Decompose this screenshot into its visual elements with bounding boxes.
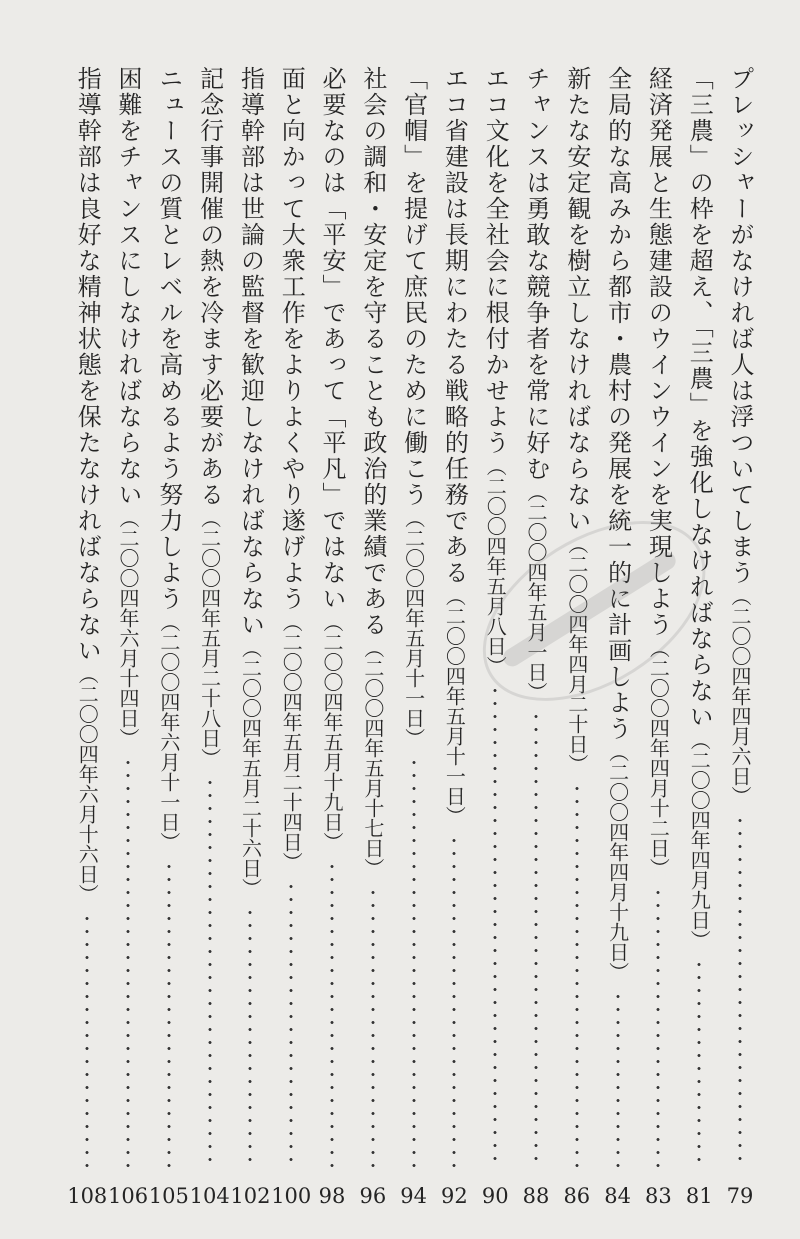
- dot-leader: [656, 886, 660, 1170]
- dot-leader: [452, 834, 456, 1170]
- entry-title: 必要なのは「平安」であって「平凡」ではない: [318, 66, 347, 612]
- entry-title: 指導幹部は良好な精神状態を保たなければならない: [73, 66, 102, 664]
- entry-title: 「官帽」を提げて庶民のために働こう: [399, 66, 428, 508]
- entry-page-number: 92: [441, 1184, 468, 1208]
- entry-page-number: 102: [230, 1184, 271, 1208]
- entry-title: 全局的な高みから都市・農村の発展を統一的に計画しよう: [603, 66, 632, 742]
- dot-leader: [575, 782, 579, 1170]
- dot-leader: [248, 906, 252, 1170]
- toc-entry[interactable]: [271, 66, 312, 1216]
- entry-title: 新たな安定観を樹立しなければならない: [562, 66, 591, 534]
- dot-leader: [534, 710, 538, 1170]
- entry-page-number: 104: [189, 1184, 230, 1208]
- dot-leader: [493, 684, 497, 1170]
- entry-title: エコ文化を全社会に根付かせよう: [481, 66, 510, 456]
- toc-entry[interactable]: [642, 66, 674, 1216]
- entry-date: （二〇〇四年五月十一日）: [442, 586, 467, 826]
- toc-entry[interactable]: [602, 66, 634, 1216]
- toc-entry[interactable]: [67, 66, 108, 1216]
- entry-title: 指導幹部は世論の監督を歓迎しなければならない: [236, 66, 265, 638]
- entry-date: （二〇〇四年五月二十六日）: [238, 638, 263, 898]
- toc-entry[interactable]: [683, 66, 715, 1216]
- entry-page-number: 90: [481, 1184, 509, 1208]
- entry-date: （二〇〇四年五月十九日）: [320, 612, 345, 852]
- dot-leader: [738, 814, 742, 1170]
- entry-page-number: 83: [645, 1184, 672, 1208]
- entry-date: （二〇〇四年四月六日）: [728, 586, 752, 806]
- entry-page-number: 84: [604, 1184, 631, 1208]
- entry-title: 経済発展と生態建設のウインウインを実現しよう: [644, 66, 673, 638]
- entry-title: 社会の調和・安定を守ることも政治的業績である: [358, 66, 387, 638]
- entry-date: （二〇〇四年四月二十日）: [564, 534, 589, 774]
- toc-entry[interactable]: [479, 66, 511, 1216]
- entry-page-number: 106: [108, 1184, 149, 1208]
- table-of-contents: [67, 66, 756, 1216]
- entry-page-number: 105: [148, 1184, 189, 1208]
- entry-page-number: 81: [685, 1184, 713, 1208]
- entry-page-number: 88: [522, 1184, 550, 1208]
- dot-leader: [289, 880, 293, 1170]
- entry-date: （二〇〇四年五月二十四日）: [279, 612, 304, 872]
- dot-leader: [412, 756, 416, 1170]
- entry-page-number: 94: [400, 1184, 427, 1208]
- dot-leader: [371, 886, 375, 1170]
- dot-leader: [85, 912, 89, 1170]
- toc-entry[interactable]: [724, 66, 756, 1216]
- entry-date: （二〇〇四年六月十一日）: [156, 612, 181, 852]
- toc-entry[interactable]: [398, 66, 430, 1216]
- toc-entry[interactable]: [316, 66, 348, 1216]
- dot-leader: [697, 958, 701, 1170]
- toc-entry[interactable]: [230, 66, 271, 1216]
- entry-date: （二〇〇四年四月十二日）: [646, 638, 671, 878]
- toc-entry[interactable]: [357, 66, 389, 1216]
- dot-leader: [167, 860, 171, 1170]
- entry-date: （二〇〇四年五月一日）: [524, 482, 549, 702]
- entry-date: （二〇〇四年六月十四日）: [116, 508, 141, 748]
- entry-date: （二〇〇四年五月二十八日）: [197, 508, 222, 768]
- entry-date: （二〇〇四年五月八日）: [483, 456, 508, 676]
- entry-title: 「三農」の枠を超え、「三農」を強化しなければならない: [685, 66, 714, 730]
- entry-title: エコ省建設は長期にわたる戦略的任務である: [440, 66, 469, 586]
- entry-title: チャンスは勇敢な競争者を常に好む: [522, 66, 551, 482]
- dot-leader: [208, 776, 212, 1170]
- toc-entry[interactable]: [561, 66, 593, 1216]
- entry-page-number: 86: [563, 1184, 591, 1208]
- toc-entry[interactable]: [189, 66, 230, 1216]
- entry-title: ニュースの質とレベルを高めるよう努力しよう: [154, 66, 183, 612]
- entry-date: （二〇〇四年五月十一日）: [401, 508, 426, 748]
- entry-page-number: 96: [359, 1184, 387, 1208]
- toc-entry[interactable]: [438, 66, 470, 1216]
- entry-title: 困難をチャンスにしなければならない: [114, 66, 143, 508]
- entry-page-number: 79: [726, 1184, 754, 1208]
- entry-page-number: 98: [318, 1184, 346, 1208]
- entry-date: （二〇〇四年四月九日）: [687, 730, 712, 950]
- toc-entry[interactable]: [108, 66, 149, 1216]
- entry-title: プレッシャーがなければ人は浮ついてしまう: [726, 66, 754, 586]
- dot-leader: [126, 756, 130, 1170]
- entry-date: （二〇〇四年五月十七日）: [360, 638, 385, 878]
- toc-entry[interactable]: [520, 66, 552, 1216]
- entry-title: 記念行事開催の熱を冷ます必要がある: [195, 66, 224, 508]
- entry-page-number: 100: [271, 1184, 312, 1208]
- entry-date: （二〇〇四年四月十九日）: [605, 742, 630, 982]
- entry-date: （二〇〇四年六月十六日）: [75, 664, 100, 904]
- entry-page-number: 108: [67, 1184, 108, 1208]
- toc-entry[interactable]: [148, 66, 189, 1216]
- entry-title: 面と向かって大衆工作をよりよくやり遂げよう: [277, 66, 306, 612]
- dot-leader: [330, 860, 334, 1170]
- dot-leader: [616, 990, 620, 1170]
